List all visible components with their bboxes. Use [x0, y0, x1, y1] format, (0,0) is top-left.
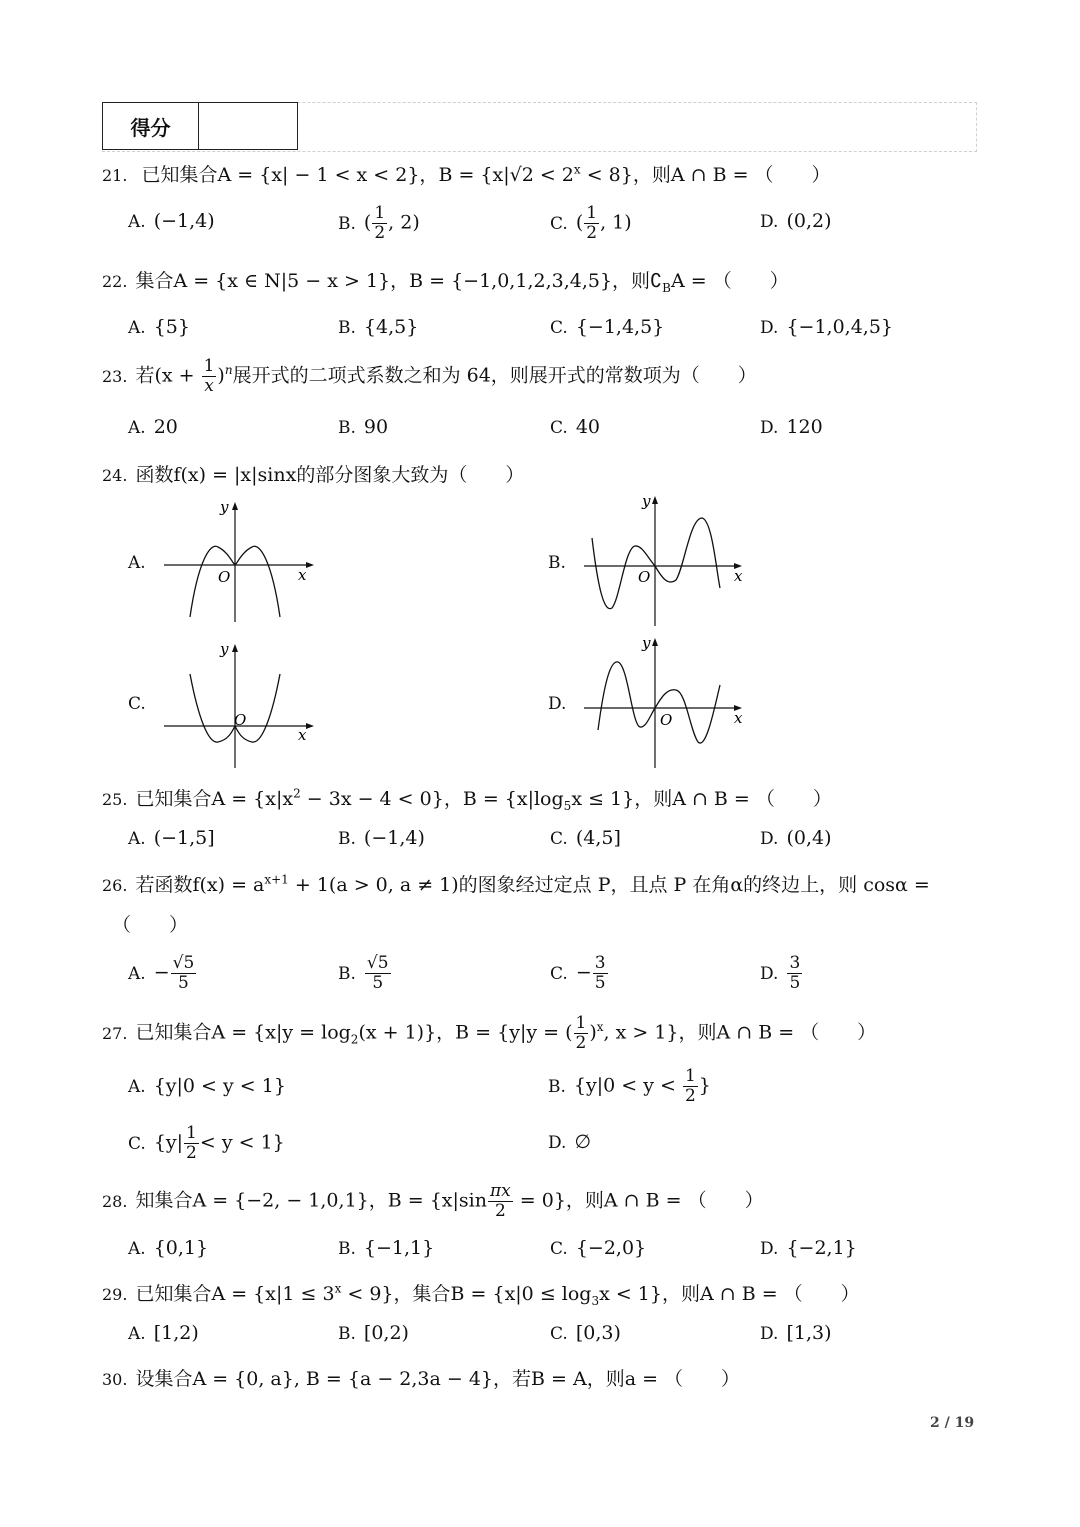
fraction — [372, 205, 387, 242]
x-label: x — [734, 567, 743, 585]
question-text: 已知集合 — [141, 164, 218, 186]
numerator: 1 — [575, 1013, 587, 1033]
option-text: (−1,4) — [153, 210, 215, 232]
option-d[interactable]: D. — [548, 694, 567, 714]
y-label: y — [220, 498, 229, 516]
question-text: < 9}，集合B = {x|0 ≤ log — [341, 1283, 592, 1305]
option-c[interactable] — [550, 316, 664, 338]
option-text: (0,2) — [786, 210, 832, 232]
option-text: {0,1} — [153, 1237, 209, 1259]
question-ask: ，则A ∩ B = （ ） — [632, 164, 831, 186]
question-text: 若函数f(x) = a — [135, 874, 265, 896]
denominator: 2 — [684, 1086, 696, 1106]
question-number: 28. — [102, 1191, 128, 1211]
option-c[interactable] — [550, 1322, 621, 1344]
option-text: {y|0 < y < — [573, 1074, 682, 1097]
option-c[interactable] — [550, 827, 621, 849]
option-d[interactable] — [760, 316, 893, 338]
fraction — [574, 1015, 589, 1052]
subscript: 2 — [350, 1032, 359, 1047]
numerator: √5 — [366, 953, 389, 973]
question-24 — [102, 460, 524, 487]
option-c[interactable] — [550, 416, 600, 438]
option-text: [1,2) — [153, 1322, 199, 1344]
option-text: {5} — [153, 316, 190, 338]
fraction — [683, 1068, 698, 1105]
option-text: 120 — [786, 416, 823, 438]
graph-c — [160, 636, 320, 771]
option-text: {4,5} — [363, 316, 419, 338]
option-letter: A. — [128, 418, 146, 438]
option-a[interactable] — [128, 416, 178, 438]
question-ask: A = （ ） — [670, 270, 789, 292]
option-d[interactable] — [548, 1131, 591, 1153]
fraction — [593, 955, 608, 992]
x-label: x — [298, 726, 307, 744]
sign: − — [575, 961, 592, 984]
question-number: 26. — [102, 876, 128, 895]
question-21 — [102, 160, 831, 187]
exponent: n — [224, 363, 233, 378]
option-b[interactable] — [338, 1322, 409, 1344]
y-arrow-icon — [652, 638, 658, 646]
question-23 — [102, 358, 757, 395]
option-a[interactable] — [128, 827, 215, 849]
option-text: (0,4) — [786, 827, 832, 849]
denominator: 5 — [789, 973, 801, 993]
option-letter: A. — [128, 1324, 146, 1344]
paren: ( — [363, 211, 372, 234]
numerator: 3 — [594, 953, 606, 973]
option-letter: B. — [548, 1076, 566, 1097]
origin-label: O — [638, 568, 651, 586]
option-letter: B. — [338, 963, 356, 984]
score-blank-cell[interactable] — [199, 103, 297, 149]
option-letter: D. — [760, 1324, 779, 1344]
option-letter: C. — [550, 1239, 568, 1259]
option-text: 40 — [575, 416, 600, 438]
option-b[interactable] — [338, 205, 420, 242]
option-text: {−1,4,5} — [575, 316, 665, 338]
question-26 — [102, 870, 930, 897]
option-letter: A. — [128, 963, 146, 984]
fraction — [202, 358, 217, 395]
option-letter: A. — [128, 318, 146, 338]
option-letter: D. — [760, 418, 779, 438]
numerator: 1 — [374, 203, 386, 223]
denominator: 2 — [586, 223, 598, 243]
option-text: (−1,5] — [153, 827, 215, 849]
x-label: x — [298, 566, 307, 584]
fraction — [184, 1125, 199, 1162]
paren: ) — [589, 1021, 597, 1044]
option-d[interactable] — [760, 827, 831, 849]
option-d[interactable] — [760, 210, 831, 232]
question-28 — [102, 1183, 764, 1220]
option-a[interactable] — [128, 316, 190, 338]
y-arrow-icon — [232, 502, 238, 510]
question-ask: 展开式的二项式系数之和为 64，则展开式的常数项为（ ） — [232, 364, 757, 387]
curve — [592, 518, 720, 609]
option-letter: D. — [760, 318, 779, 338]
denominator: 2 — [186, 1143, 197, 1163]
score-label: 得分 — [103, 103, 199, 149]
question-22 — [102, 266, 789, 295]
option-text: < y < 1} — [199, 1131, 285, 1154]
option-text: {−1,1} — [363, 1237, 435, 1259]
option-letter: A. — [128, 1077, 146, 1097]
option-c[interactable] — [550, 1237, 646, 1259]
option-letter: D. — [548, 1133, 567, 1153]
question-29 — [102, 1279, 860, 1308]
x-label: x — [734, 709, 743, 727]
exponent: 2 — [293, 786, 301, 801]
question-text: 知集合A = {−2, − 1,0,1}，B = {x|sin — [135, 1189, 487, 1212]
question-text: 已知集合A = {x|y = log — [135, 1021, 351, 1044]
option-letter: C. — [550, 418, 568, 438]
numerator: 1 — [186, 1123, 197, 1143]
option-b[interactable] — [548, 1068, 711, 1105]
exponent: x — [334, 1281, 342, 1296]
option-text: [0,2) — [363, 1322, 409, 1344]
option-text: ∅ — [574, 1131, 591, 1153]
option-text: (4,5] — [575, 827, 621, 849]
option-text: } — [698, 1074, 711, 1097]
origin-label: O — [234, 711, 247, 729]
option-letter: B. — [338, 1324, 356, 1344]
curve — [598, 662, 720, 743]
option-a[interactable] — [128, 1075, 286, 1097]
denominator: 5 — [178, 973, 189, 993]
option-b[interactable] — [338, 1237, 434, 1259]
option-letter: C. — [550, 963, 568, 984]
question-text: − 3x − 4 < 0}，B = {x|log — [300, 788, 564, 810]
option-b[interactable] — [338, 827, 425, 849]
denominator: 5 — [594, 973, 606, 993]
option-text: (−1,4) — [363, 827, 425, 849]
numerator: 1 — [586, 203, 598, 223]
question-text: 若(x + — [135, 364, 201, 387]
score-table — [102, 102, 298, 150]
question-30 — [102, 1364, 740, 1391]
question-ask: = 0}，则A ∩ B = （ ） — [513, 1189, 764, 1212]
option-text: {−2,0} — [575, 1237, 647, 1259]
option-letter: A. — [128, 1239, 146, 1259]
option-letter: B. — [338, 829, 356, 849]
page-number: 2 / 19 — [930, 1415, 975, 1431]
question-number: 24. — [102, 466, 128, 485]
option-letter: A. — [128, 829, 146, 849]
y-arrow-icon — [232, 644, 238, 652]
x-arrow-icon — [306, 723, 314, 729]
question-text: 函数f(x) = |x|sinx的部分图象大致为（ ） — [135, 464, 525, 486]
question-number: 27. — [102, 1023, 128, 1043]
question-27 — [102, 1015, 876, 1052]
question-text: 集合A = {x ∈ N|5 − x > 1}，B = {−1,0,1,2,3,4,5}，则∁ — [135, 270, 663, 292]
option-text: {y|0 < y < 1} — [153, 1075, 286, 1097]
fraction — [584, 205, 599, 242]
origin-label: O — [660, 711, 673, 729]
graph-d — [580, 630, 750, 770]
option-a[interactable] — [128, 1322, 199, 1344]
subscript: 3 — [591, 1293, 600, 1308]
option-a[interactable] — [128, 210, 215, 232]
option-letter: C. — [550, 213, 568, 234]
answer-blank: （ ） — [112, 914, 189, 936]
separator: ， — [419, 164, 439, 186]
option-text: 20 — [153, 416, 178, 438]
denominator: 2 — [575, 1033, 587, 1053]
option-b[interactable] — [338, 316, 418, 338]
subscript: 5 — [563, 798, 572, 813]
option-b[interactable] — [338, 416, 388, 438]
y-label: y — [642, 634, 651, 652]
option-c[interactable]: C. — [128, 694, 146, 714]
option-b[interactable]: B. — [548, 553, 566, 573]
sign: − — [153, 961, 170, 984]
option-letter: C. — [550, 318, 568, 338]
question-ask: x ≤ 1}，则A ∩ B = （ ） — [571, 788, 832, 810]
option-letter: C. — [128, 1133, 146, 1154]
denominator: 2 — [374, 223, 386, 243]
option-d[interactable] — [760, 955, 803, 992]
option-letter: D. — [760, 963, 779, 984]
option-d[interactable] — [760, 1322, 831, 1344]
question-text: 已知集合A = {x|1 ≤ 3 — [135, 1283, 335, 1305]
question-text: (x + 1)}，B = {y|y = ( — [358, 1021, 573, 1044]
option-letter: D. — [760, 212, 779, 232]
denominator: x — [204, 376, 214, 396]
option-d[interactable] — [760, 416, 823, 438]
option-text: 90 — [363, 416, 389, 438]
numerator: 1 — [684, 1066, 696, 1086]
fraction — [171, 955, 197, 992]
option-a[interactable] — [128, 1237, 208, 1259]
option-letter: B. — [338, 1239, 356, 1259]
x-arrow-icon — [306, 562, 314, 568]
exponent: x+1 — [264, 872, 289, 887]
set-b: B = {x|√2 < 2 — [438, 164, 574, 186]
option-text: , 2) — [388, 211, 420, 234]
y-label: y — [220, 640, 229, 658]
paren: ) — [217, 364, 225, 387]
set-b-end: < 8} — [580, 164, 633, 186]
option-text: , 1) — [600, 211, 632, 234]
numerator: 1 — [203, 356, 215, 376]
question-25 — [102, 784, 832, 813]
numerator: √5 — [172, 953, 195, 973]
option-letter: D. — [760, 829, 779, 849]
option-letter: C. — [550, 829, 568, 849]
y-label: y — [642, 492, 651, 510]
graph-a — [160, 492, 320, 627]
option-d[interactable] — [760, 1237, 857, 1259]
option-letter: B. — [338, 213, 356, 234]
option-c[interactable] — [550, 205, 632, 242]
set-a: A = {x| − 1 < x < 2} — [217, 164, 420, 186]
question-number: 30. — [102, 1370, 128, 1389]
option-text: {−2,1} — [786, 1237, 857, 1259]
exponent: x — [573, 162, 581, 177]
question-number: 22. — [102, 272, 128, 291]
denominator: 2 — [494, 1201, 506, 1221]
question-text: 设集合A = {0, a}, B = {a − 2,3a − 4}，若B = A，则a = （ ） — [135, 1368, 741, 1390]
option-text: {−1,0,4,5} — [786, 316, 894, 338]
question-number: 29. — [102, 1285, 128, 1304]
subscript: B — [662, 280, 671, 295]
question-number: 25. — [102, 790, 128, 809]
option-a[interactable] — [128, 955, 197, 992]
question-ask: x < 1}，则A ∩ B = （ ） — [599, 1283, 860, 1305]
graph-b — [580, 488, 750, 628]
numerator: πx — [489, 1181, 511, 1201]
fraction — [787, 955, 802, 992]
option-c[interactable] — [128, 1125, 285, 1162]
option-letter: A. — [128, 212, 146, 232]
option-a[interactable]: A. — [128, 553, 146, 573]
exponent: x — [596, 1020, 604, 1035]
fraction — [488, 1183, 513, 1220]
option-text: [1,3) — [786, 1322, 832, 1344]
question-number: 23. — [102, 366, 128, 386]
option-letter: B. — [338, 318, 356, 338]
origin-label: O — [218, 568, 231, 586]
numerator: 3 — [789, 953, 801, 973]
question-text: 已知集合A = {x|x — [135, 788, 294, 810]
option-letter: D. — [760, 1239, 779, 1259]
option-text: [0,3) — [575, 1322, 621, 1344]
paren: ( — [575, 211, 584, 234]
fraction — [365, 955, 391, 992]
question-text: + 1(a > 0, a ≠ 1)的图象经过定点 P，且点 P 在角α的终边上，则 cosα = — [288, 874, 930, 896]
option-b[interactable] — [338, 955, 392, 992]
denominator: 5 — [372, 973, 384, 993]
option-c[interactable] — [550, 955, 609, 992]
question-ask: , x > 1}，则A ∩ B = （ ） — [603, 1021, 877, 1044]
option-text: {y| — [153, 1131, 184, 1154]
option-letter: B. — [338, 418, 356, 438]
y-arrow-icon — [652, 496, 658, 504]
question-number: 21. — [102, 166, 128, 185]
option-letter: C. — [550, 1324, 568, 1344]
